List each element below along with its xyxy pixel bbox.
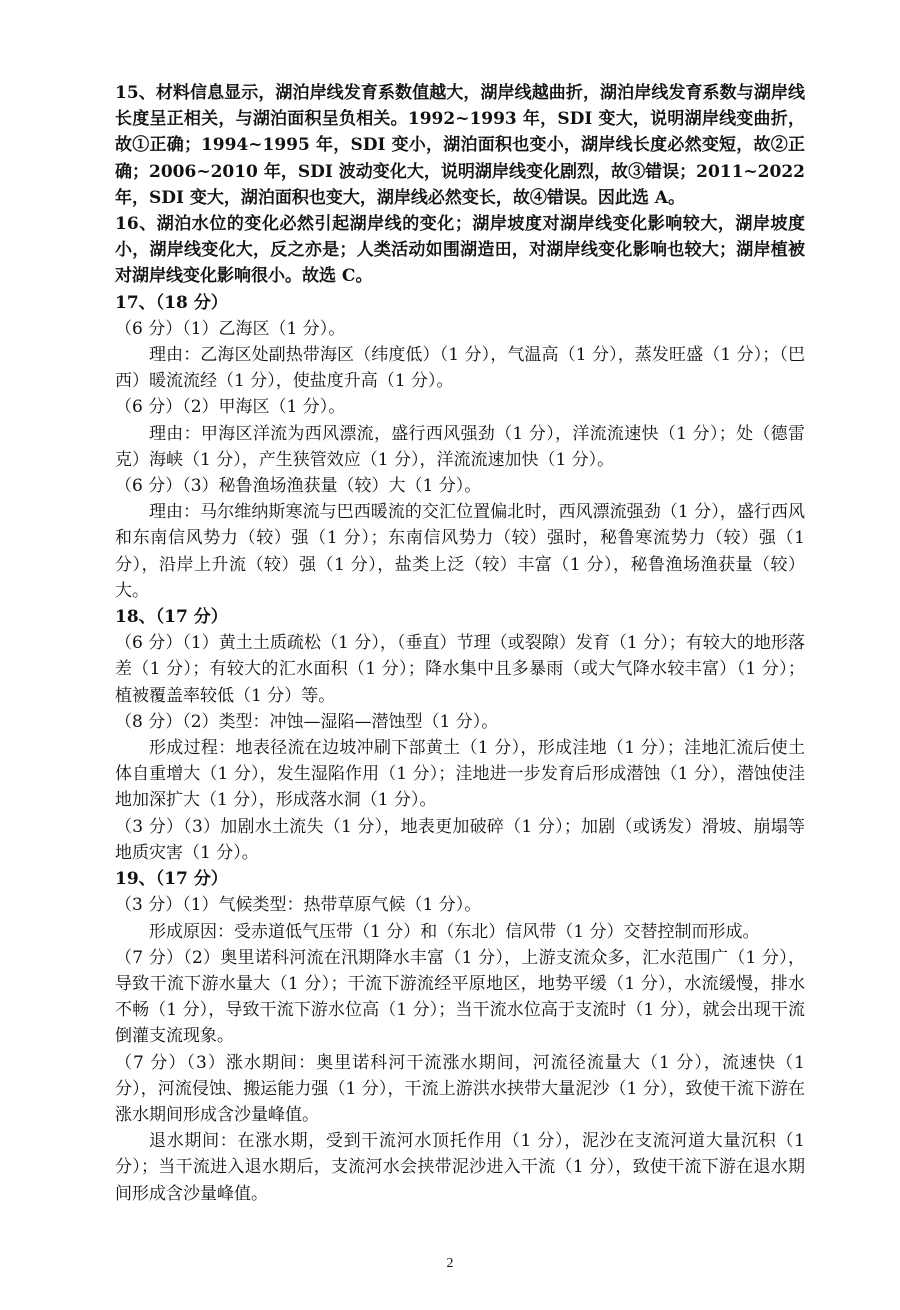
answer-19-1: （3 分）（1）气候类型：热带草原气候（1 分）。 bbox=[115, 895, 482, 916]
answer-19-2: （7 分）（2）奥里诺科河流在汛期降水丰富（1 分），上游支流众多，汇水范围广（1 分），导致干流下游水量大（1 分）；干流下游流经平原地区，地势平缓（1 分），水流缓慢，排水不畅（1 分），导致干流下游水位高（1 分）；当干流水位高于支流时（1 分），就会出现干流倒灌支流现象。 bbox=[115, 947, 805, 1047]
question-18-heading: 18、（17 分） bbox=[115, 607, 228, 628]
answer-17-2-reason: 理由：甲海区洋流为西风漂流，盛行西风强劲（1 分），洋流流速快（1 分）；处（德雷克）海峡（1 分），产生狭管效应（1 分），洋流流速加快（1 分）。 bbox=[115, 423, 805, 470]
answer-18-1: （6 分）（1）黄土土质疏松（1 分），（垂直）节理（或裂隙）发育（1 分）；有较大的地形落差（1 分）；有较大的汇水面积（1 分）；降水集中且多暴雨（或大气降水较丰富）（1 分）；植被覆盖率较低（1 分）等。 bbox=[115, 633, 805, 706]
question-19-heading: 19、（17 分） bbox=[115, 869, 228, 890]
answer-19-3: （7 分）（3）涨水期间：奥里诺科河干流涨水期间，河流径流量大（1 分），流速快（1 分），河流侵蚀、搬运能力强（1 分），干流上游洪水挟带大量泥沙（1 分），致使干流下游在涨水期间形成含沙量峰值。 bbox=[115, 1052, 805, 1125]
answer-18-2-process: 形成过程：地表径流在边坡冲刷下部黄土（1 分），形成洼地（1 分）；洼地汇流后使土体自重增大（1 分），发生湿陷作用（1 分）；洼地进一步发育后形成潜蚀（1 分），潜蚀使洼地加深扩大（1 分），形成落水洞（1 分）。 bbox=[115, 738, 805, 811]
answer-17-2: （6 分）（2）甲海区（1 分）。 bbox=[115, 397, 346, 418]
answer-19-3-ebb: 退水期间：在涨水期，受到干流河水顶托作用（1 分），泥沙在支流河道大量沉积（1 分）；当干流进入退水期后，支流河水会挟带泥沙进入干流（1 分），致使干流下游在退水期间形成含沙量峰值。 bbox=[115, 1131, 805, 1204]
answer-17-3: （6 分）（3）秘鲁渔场渔获量（较）大（1 分）。 bbox=[115, 476, 482, 497]
question-17-heading: 17、（18 分） bbox=[115, 292, 228, 313]
answer-18-2: （8 分）（2）类型：冲蚀—湿陷—潜蚀型（1 分）。 bbox=[115, 711, 499, 732]
answer-17-1: （6 分）（1）乙海区（1 分）。 bbox=[115, 318, 346, 339]
answer-17-1-reason: 理由：乙海区处副热带海区（纬度低）（1 分），气温高（1 分），蒸发旺盛（1 分）；（巴西）暖流流经（1 分），使盐度升高（1 分）。 bbox=[115, 345, 805, 392]
page-number: 2 bbox=[446, 1256, 454, 1271]
answer-17-3-reason: 理由：马尔维纳斯寒流与巴西暖流的交汇位置偏北时，西风漂流强劲（1 分），盛行西风和东南信风势力（较）强（1 分）；东南信风势力（较）强时，秘鲁寒流势力（较）强（1 分），沿岸上升流（较）强（1 分），盐类上泛（较）丰富（1 分），秘鲁渔场渔获量（较）大。 bbox=[115, 502, 805, 601]
answer-16: 16、湖泊水位的变化必然引起湖岸线的变化；湖岸坡度对湖岸线变化影响较大，湖岸坡度小，湖岸线变化大，反之亦是；人类活动如围湖造田，对湖岸线变化影响也较大；湖岸植被对湖岸线变化影响很小。故选 C。 bbox=[115, 214, 805, 287]
answer-content bbox=[115, 80, 805, 1207]
answer-15: 15、材料信息显示，湖泊岸线发育系数值越大，湖岸线越曲折，湖泊岸线发育系数与湖岸线长度呈正相关，与湖泊面积呈负相关。1992~1993 年，SDI 变大，说明湖岸线变曲折，故①正确；1994~1995 年，SDI 变小，湖泊面积也变小，湖岸线长度必然变短，故②正确；2006~2010 年，SDI 波动变化大，说明湖岸线变化剧烈，故③错误；2011~2022 年，SDI 变大，湖泊面积也变大，湖岸线必然变长，故④错误。因此选 A。 bbox=[115, 83, 805, 208]
answer-19-1-cause: 形成原因：受赤道低气压带（1 分）和（东北）信风带（1 分）交替控制而形成。 bbox=[149, 921, 760, 942]
answer-18-3: （3 分）（3）加剧水土流失（1 分），地表更加破碎（1 分）；加剧（或诱发）滑坡、崩塌等地质灾害（1 分）。 bbox=[115, 816, 805, 863]
